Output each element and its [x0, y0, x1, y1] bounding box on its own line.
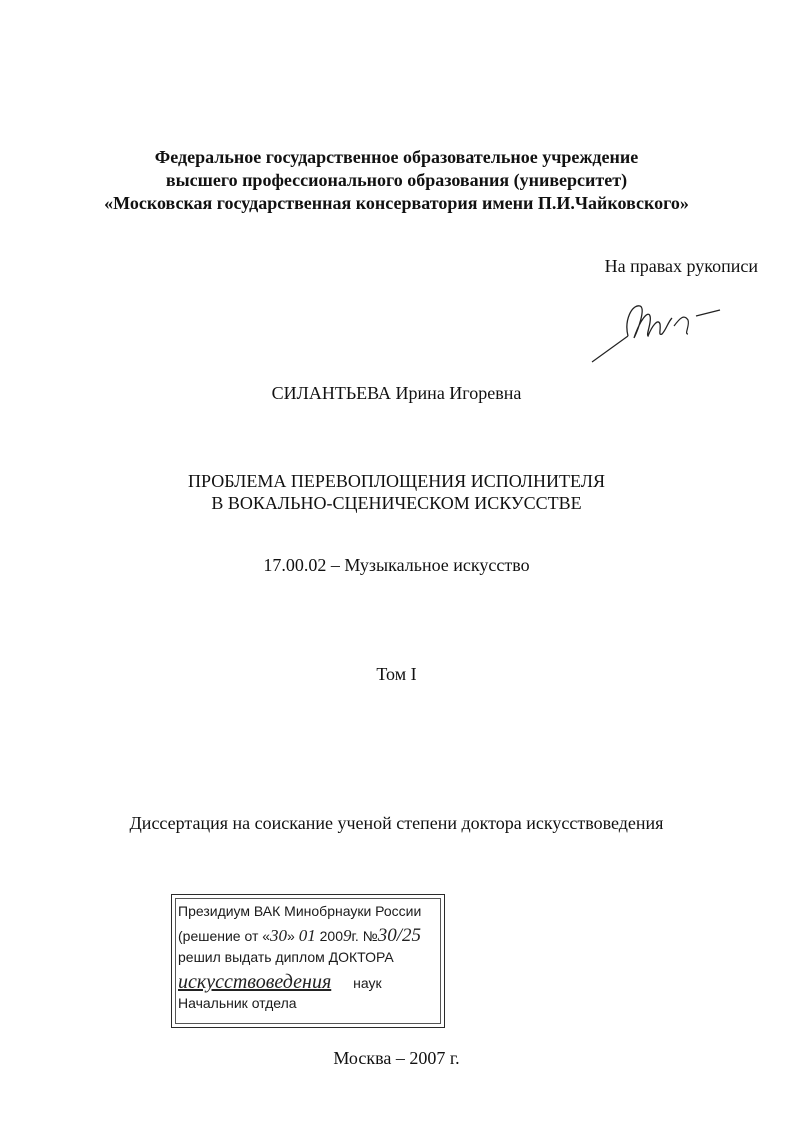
stamp-day-handwritten: 30 [270, 926, 288, 945]
institution-header [0, 146, 793, 215]
specialty-code: 17.00.02 – Музыкальное искусство [263, 555, 530, 575]
stamp-science-word: наук [353, 975, 382, 991]
volume-label: Том I [376, 664, 417, 684]
stamp-line-1: Президиум ВАК Минобрнауки России [178, 903, 422, 919]
author-name: СИЛАНТЬЕВА Ирина Игоревна [271, 383, 522, 403]
degree-statement: Диссертация на соискание ученой степени доктора искусствоведения [129, 813, 664, 833]
title-line-2: В ВОКАЛЬНО-СЦЕНИЧЕСКОМ ИСКУССТВЕ [211, 493, 582, 513]
stamp-number-label: г. № [351, 928, 378, 944]
title-line-1: ПРОБЛЕМА ПЕРЕВОПЛОЩЕНИЯ ИСПОЛНИТЕЛЯ [188, 471, 605, 491]
city-year: Москва – 2007 г. [333, 1048, 460, 1068]
rights-note: На правах рукописи [604, 256, 758, 276]
institution-line-3: «Московская государственная консерватория имени П.И.Чайковского» [104, 193, 689, 213]
author-signature [588, 290, 738, 365]
stamp-line-5: Начальник отдела [178, 995, 297, 1011]
dissertation-title [0, 470, 793, 514]
stamp-line-4 [178, 971, 382, 994]
stamp-decision-prefix: (решение от « [178, 928, 271, 944]
stamp-line-3: решил выдать диплом ДОКТОРА [178, 949, 394, 965]
stamp-year-prefix: 200 [315, 928, 343, 944]
institution-line-2: высшего профессионального образования (университет) [165, 170, 628, 190]
vak-stamp [171, 894, 445, 1028]
stamp-field-handwritten: искусствоведения [178, 971, 332, 993]
institution-line-1: Федеральное государственное образовательное учреждение [154, 147, 639, 167]
stamp-month-handwritten: 01 [298, 926, 316, 945]
stamp-line-2 [178, 925, 421, 947]
stamp-decision-mid: » [287, 928, 299, 944]
stamp-number-handwritten: 30/25 [377, 925, 421, 946]
stamp-year-handwritten: 9 [342, 926, 352, 945]
